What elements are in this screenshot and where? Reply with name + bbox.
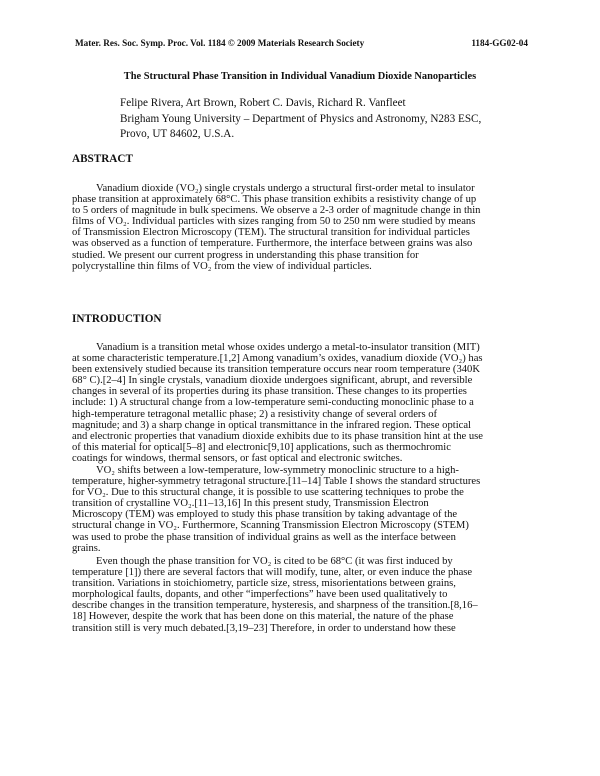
abstract-line: of Transmission Electron Microscopy (TEM). The structural transition for individual particles	[72, 227, 470, 239]
intro-line: 68° C).[2–4] In single crystals, vanadium dioxide undergoes significant, abrupt, and reversible	[72, 375, 473, 387]
journal-citation: Mater. Res. Soc. Symp. Proc. Vol. 1184 © 2009 Materials Research Society	[75, 38, 365, 48]
intro-line: Microscopy (TEM) was employed to study this phase transition by taking advantage of the	[72, 509, 458, 521]
intro-line: structural change in VO₂. Furthermore, Scanning Transmission Electron Microscopy (STEM)	[72, 520, 469, 532]
intro-line: for VO₂. Due to this structural change, it is possible to use scattering techniques to probe the	[72, 487, 464, 499]
abstract-heading: ABSTRACT	[72, 153, 133, 165]
intro-line: transition. Variations in stoichiometry, particle size, stress, misorientations between grains,	[72, 578, 456, 590]
author-address: Provo, UT 84602, U.S.A.	[120, 128, 235, 141]
intro-line: VO₂ shifts between a low-temperature, low-symmetry monoclinic structure to a high-	[96, 465, 459, 476]
abstract-line: films of VO₂. Individual particles with sizes ranging from 50 to 250 nm were studied by means	[72, 216, 476, 228]
intro-line: describe changes in the transition temperature, hysteresis, and sharpness of the transition.[8,16–	[72, 600, 478, 612]
running-header	[75, 38, 528, 52]
intro-line: was used to probe the phase transition of individual grains as well as the interface between	[72, 531, 456, 543]
intro-line: temperature [1]) there are several factors that will modify, tune, alter, or even induce the phase	[72, 567, 473, 579]
intro-line: Even though the phase transition for VO₂ is cited to be 68°C (it was first induced by	[96, 556, 453, 567]
abstract-line: Vanadium dioxide (VO₂) single crystals undergo a structural first-order metal to insulator	[96, 183, 475, 194]
abstract-line: phase transition at approximately 68°C. This phase transition exhibits a resistivity change of up	[72, 194, 477, 206]
intro-line: grains.	[72, 542, 101, 554]
author-block	[120, 96, 481, 143]
intro-line: coatings for windows, thermal sensors, or fast optical and electronic switches.	[72, 452, 403, 464]
paper-title: The Structural Phase Transition in Individual Vanadium Dioxide Nanoparticles	[123, 71, 477, 82]
introduction-heading: INTRODUCTION	[72, 313, 162, 325]
intro-line: transition of crystalline VO₂.[11–13,16] In this present study, Transmission Electron	[72, 498, 429, 510]
abstract-line: studied. We present our current progress in understanding this phase transition for	[72, 249, 419, 261]
author-names: Felipe Rivera, Art Brown, Robert C. Davis, Richard R. Vanfleet	[120, 97, 406, 109]
intro-paragraph-3	[72, 556, 532, 634]
intro-line: been extensively studied because its transition temperature occurs near room temperature (340K	[72, 364, 481, 376]
abstract-line: to 5 orders of magnitude in bulk specimens. We observe a 2-3 order of magnitude change in thin	[72, 205, 481, 217]
intro-line: at some characteristic temperature.[1,2] Among vanadium’s oxides, vanadium dioxide (VO₂) has	[72, 353, 483, 365]
intro-line: Vanadium is a transition metal whose oxides undergo a metal-to-insulator transition (MIT)	[96, 342, 480, 353]
intro-line: and electronic properties that vanadium dioxide exhibits due to its phase transition hint at the use	[72, 430, 483, 442]
abstract-line: polycrystalline thin films of VO₂ from the view of individual particles.	[72, 260, 372, 272]
intro-line: temperature, higher-symmetry tetragonal structure.[11–14] Table I shows the standard structures	[72, 476, 481, 488]
intro-line: morphological faults, dopants, and other “imperfections” have been used qualitatively to	[72, 589, 448, 601]
intro-line: transition still is very much debated.[3,19–23] Therefore, in order to understand how these	[72, 622, 456, 634]
intro-line: high-temperature tetragonal metallic phase; 2) a resistivity change of several orders of	[72, 408, 438, 420]
intro-line: magnitude; and 3) a sharp change in optical transmittance in the infrared region. These optical	[72, 419, 471, 431]
intro-paragraph-2	[72, 465, 532, 554]
abstract-body	[72, 183, 532, 272]
intro-paragraph-1	[72, 342, 532, 464]
abstract-line: was observed as a function of temperature. Furthermore, the interface between grains was also	[72, 238, 473, 250]
intro-line: 18] However, despite the work that has been done on this material, the nature of the phase	[72, 611, 454, 623]
intro-line: changes in several of its properties during its phase transition. These changes to its properties	[72, 386, 467, 398]
paper-id: 1184-GG02-04	[471, 38, 528, 48]
intro-line: of this material for optical[5–8] and electronic[9,10] applications, such as thermochromic	[72, 441, 451, 453]
author-affiliation: Brigham Young University – Department of Physics and Astronomy, N283 ESC,	[120, 112, 482, 125]
intro-line: include: 1) A structural change from a low-temperature semi-conducting monoclinic phase to a	[72, 397, 474, 409]
